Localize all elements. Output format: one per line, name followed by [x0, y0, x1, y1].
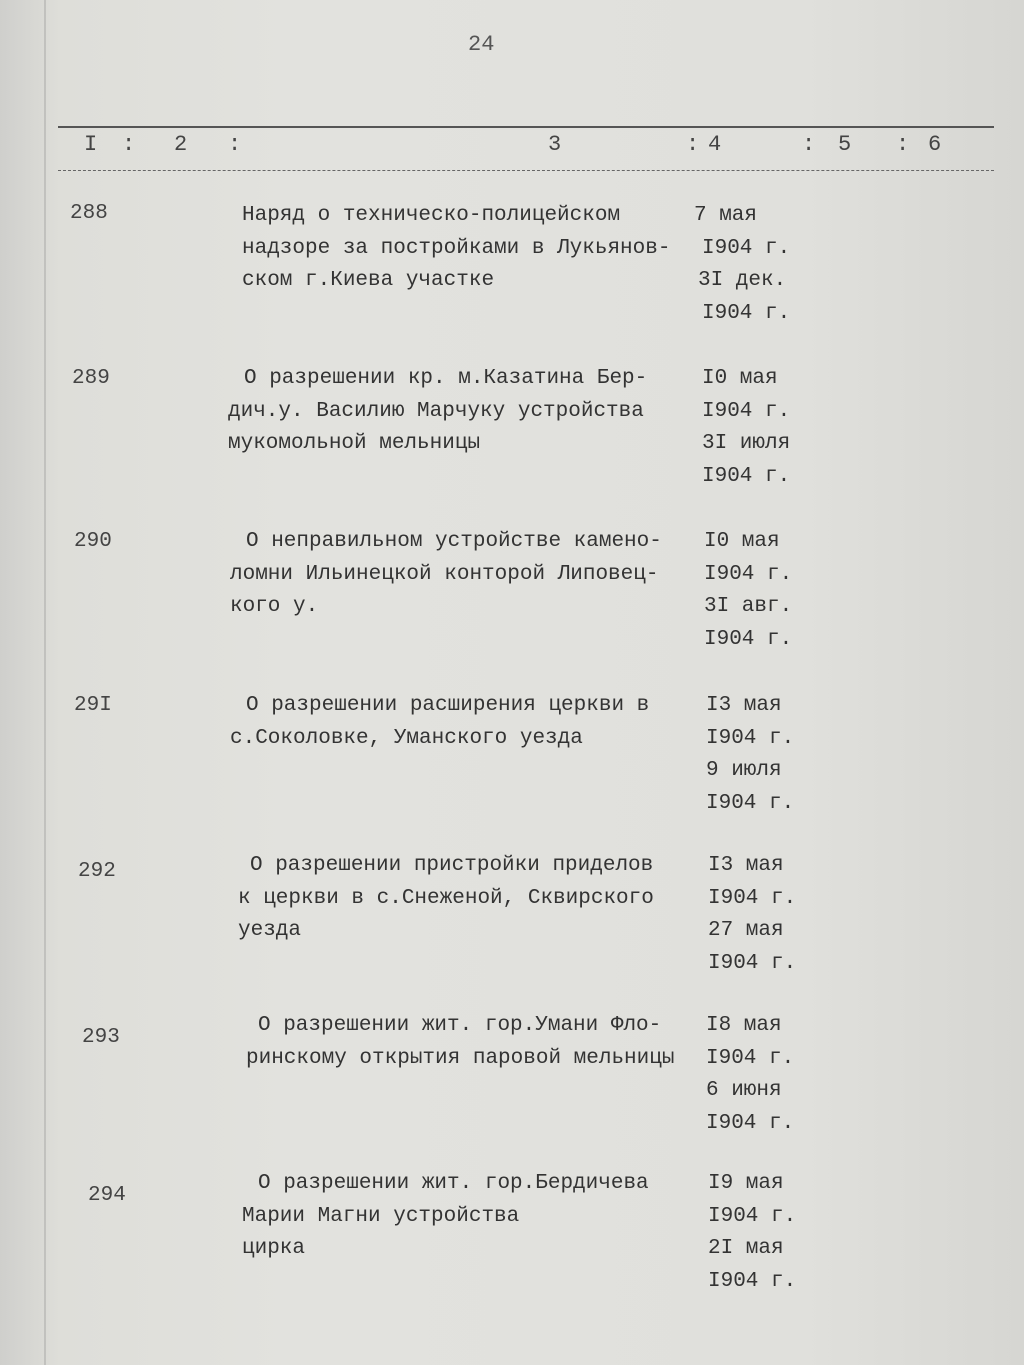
column-separator: : — [802, 132, 816, 157]
table-header-bottom-rule — [58, 170, 994, 171]
entry-title — [238, 850, 654, 948]
date-line: 27 мая — [708, 919, 784, 942]
title-line: Марии Магни устройства — [242, 1204, 520, 1228]
title-line: О разрешении расширения церкви в — [246, 694, 650, 717]
entry-title — [230, 690, 650, 755]
date-line: I904 г. — [706, 1046, 795, 1070]
entry-title — [228, 363, 648, 461]
entry-number: 289 — [72, 367, 110, 390]
entry-dates — [704, 526, 792, 656]
title-line: дич.у. Василию Марчуку устройства — [228, 399, 644, 423]
date-line: I904 г. — [706, 791, 795, 815]
date-line: 7 мая — [694, 204, 758, 227]
date-line: I904 г. — [704, 562, 793, 586]
title-line: ринскому открытия паровой мельницы — [246, 1046, 675, 1070]
column-separator: : — [686, 132, 700, 157]
column-header-6: 6 — [928, 132, 942, 157]
entry-title — [230, 526, 662, 624]
title-line: с.Соколовке, Уманского уезда — [230, 726, 583, 750]
date-line: 3I июля — [702, 432, 791, 455]
title-line: О неправильном устройстве камено- — [246, 530, 662, 553]
date-line: I904 г. — [702, 399, 791, 423]
entry-number: 294 — [88, 1184, 126, 1207]
title-line: кого у. — [230, 595, 319, 618]
column-separator: : — [122, 132, 136, 157]
date-line: I904 г. — [706, 726, 795, 750]
date-line: I904 г. — [708, 1269, 797, 1293]
entry-title — [242, 200, 670, 298]
entry-number: 293 — [82, 1026, 120, 1049]
date-line: I904 г. — [706, 1111, 795, 1135]
title-line: О разрешении жит. гор.Бердичева — [258, 1172, 649, 1195]
date-line: I904 г. — [708, 886, 797, 910]
column-header-5: 5 — [838, 132, 852, 157]
date-line: I9 мая — [708, 1172, 784, 1195]
date-line: I3 мая — [708, 854, 784, 877]
title-line: О разрешении жит. гор.Умани Фло- — [258, 1014, 662, 1037]
title-line: уезда — [238, 919, 302, 942]
column-separator: : — [896, 132, 910, 157]
title-line: мукомольной мельницы — [228, 432, 481, 455]
entry-number: 290 — [74, 530, 112, 553]
date-line: I904 г. — [702, 301, 791, 325]
title-line: О разрешении кр. м.Казатина Бер- — [244, 367, 648, 390]
date-line: 3I авг. — [704, 595, 793, 618]
entry-dates — [708, 850, 796, 980]
date-line: I0 мая — [702, 367, 778, 390]
entry-number: 29I — [74, 694, 112, 717]
date-line: I904 г. — [702, 464, 791, 488]
entry-dates — [706, 1010, 794, 1140]
date-line: I904 г. — [708, 1204, 797, 1228]
date-line: I904 г. — [702, 236, 791, 260]
entry-dates — [702, 363, 790, 493]
date-line: I8 мая — [706, 1014, 782, 1037]
date-line: I904 г. — [708, 951, 797, 975]
page-number: 24 — [468, 32, 495, 57]
table-header-top-rule — [58, 126, 994, 128]
title-line: ском г.Киева участке — [242, 269, 495, 292]
page-fold-shadow — [44, 0, 46, 1365]
date-line: I0 мая — [704, 530, 780, 553]
title-line: к церкви в с.Снеженой, Сквирского — [238, 886, 654, 910]
entry-number: 292 — [78, 860, 116, 883]
entry-dates — [708, 1168, 796, 1298]
column-header-4: 4 — [708, 132, 722, 157]
column-separator: : — [228, 132, 242, 157]
column-header-2: 2 — [174, 132, 188, 157]
entry-number: 288 — [70, 202, 108, 225]
date-line: 2I мая — [708, 1237, 784, 1260]
date-line: 6 июня — [706, 1079, 782, 1102]
title-line: надзоре за постройками в Лукьянов- — [242, 236, 671, 260]
title-line: О разрешении пристройки приделов — [250, 854, 654, 877]
entry-dates — [694, 200, 790, 330]
entry-dates — [706, 690, 794, 820]
date-line: 9 июля — [706, 759, 782, 782]
title-line: ломни Ильинецкой конторой Липовец- — [230, 562, 659, 586]
date-line: I904 г. — [704, 627, 793, 651]
title-line: Наряд о техническо-полицейском — [242, 204, 621, 227]
entry-title — [242, 1168, 649, 1266]
date-line: I3 мая — [706, 694, 782, 717]
entry-title — [246, 1010, 675, 1075]
column-header-1: I — [84, 132, 98, 157]
date-line: 3I дек. — [698, 269, 787, 292]
title-line: цирка — [242, 1237, 306, 1260]
column-header-3: 3 — [548, 132, 562, 157]
